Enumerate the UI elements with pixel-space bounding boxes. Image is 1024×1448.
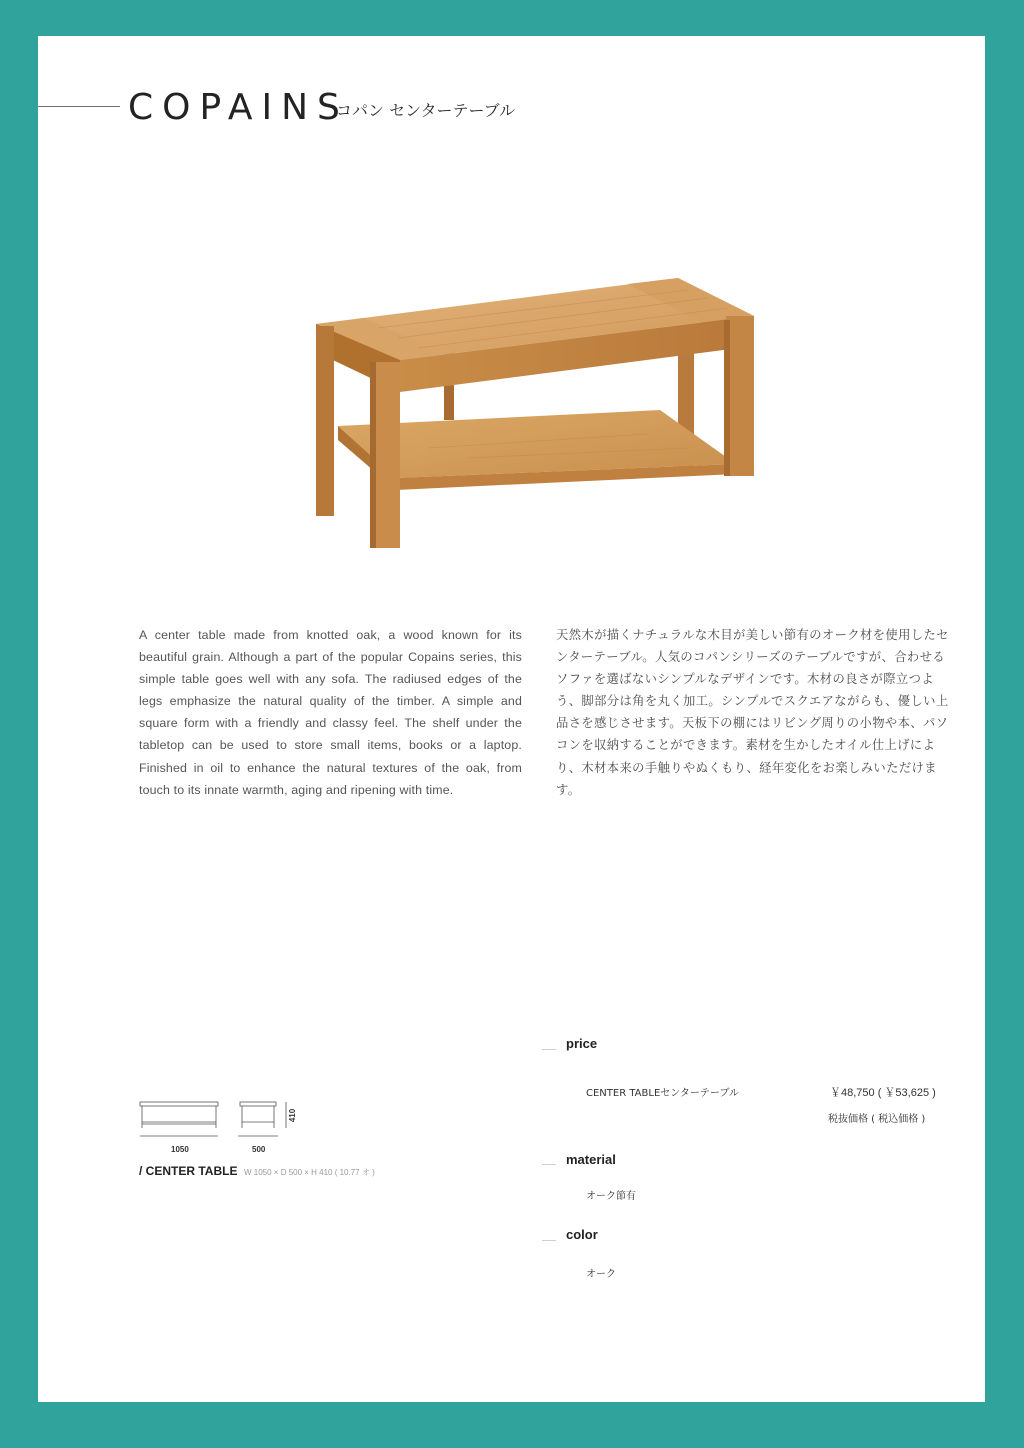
description-english: A center table made from knotted oak, a wood known for its beautiful grain. Although a part of the popular Copains series, this simple table goes well with any sofa. The radiused edges of the legs emphasize the natural quality of the timber. A simple and square form with a friendly and classy feel. The shelf under the tabletop can be used to store small items, books or a laptop. Finished in oil to enhance the natural textures of the oak, from touch to its innate warmth, aging and ripening with time. (139, 628, 522, 797)
title-rule (38, 106, 120, 107)
material-rule (542, 1164, 556, 1165)
model-dimensions: W 1050 × D 500 × H 410 ( 10.77 オ ) (244, 1168, 375, 1177)
description-japanese: 天然木が描くナチュラルな木目が美しい節有のオーク材を使用したセンターテーブル。人気のコパンシリーズのテーブルですが、合わせるソファを選ばないシンプルなデザインです。木材の良さが際立つよう、脚部分は角を丸く加工。シンプルでスクエアながらも、優しい上品さを感じさせます。天板下の棚にはリビング周りの小物や本、パソコンを収納することができます。素材を生かしたオイル仕上げにより、木材本来の手触りやぬくもり、経年変化をお楽しみいただけます。 (556, 628, 949, 797)
color-rule (542, 1240, 556, 1241)
price-label: price (566, 1036, 598, 1051)
width-dimension: 1050 (171, 1145, 189, 1154)
model-name: / CENTER TABLE (139, 1164, 238, 1178)
product-subtitle: コパン センターテーブル (336, 101, 516, 120)
color-label: color (566, 1227, 598, 1242)
catalog-page (38, 36, 985, 1402)
price-rule (542, 1049, 556, 1050)
dimension-drawing (138, 1098, 308, 1158)
height-dimension: 410 (288, 1108, 298, 1123)
depth-dimension: 500 (252, 1145, 266, 1154)
color-value: オーク (586, 1269, 616, 1280)
product-photo (268, 268, 768, 558)
price-value: ￥48,750 ( ￥53,625 ) (830, 1087, 936, 1099)
material-value: オーク節有 (586, 1191, 636, 1202)
brand-title: COPAINS (128, 87, 349, 128)
price-item-name: CENTER TABLEセンターテーブル (586, 1088, 739, 1099)
material-label: material (566, 1152, 616, 1167)
price-note: 税抜価格 ( 税込価格 ) (828, 1114, 926, 1125)
